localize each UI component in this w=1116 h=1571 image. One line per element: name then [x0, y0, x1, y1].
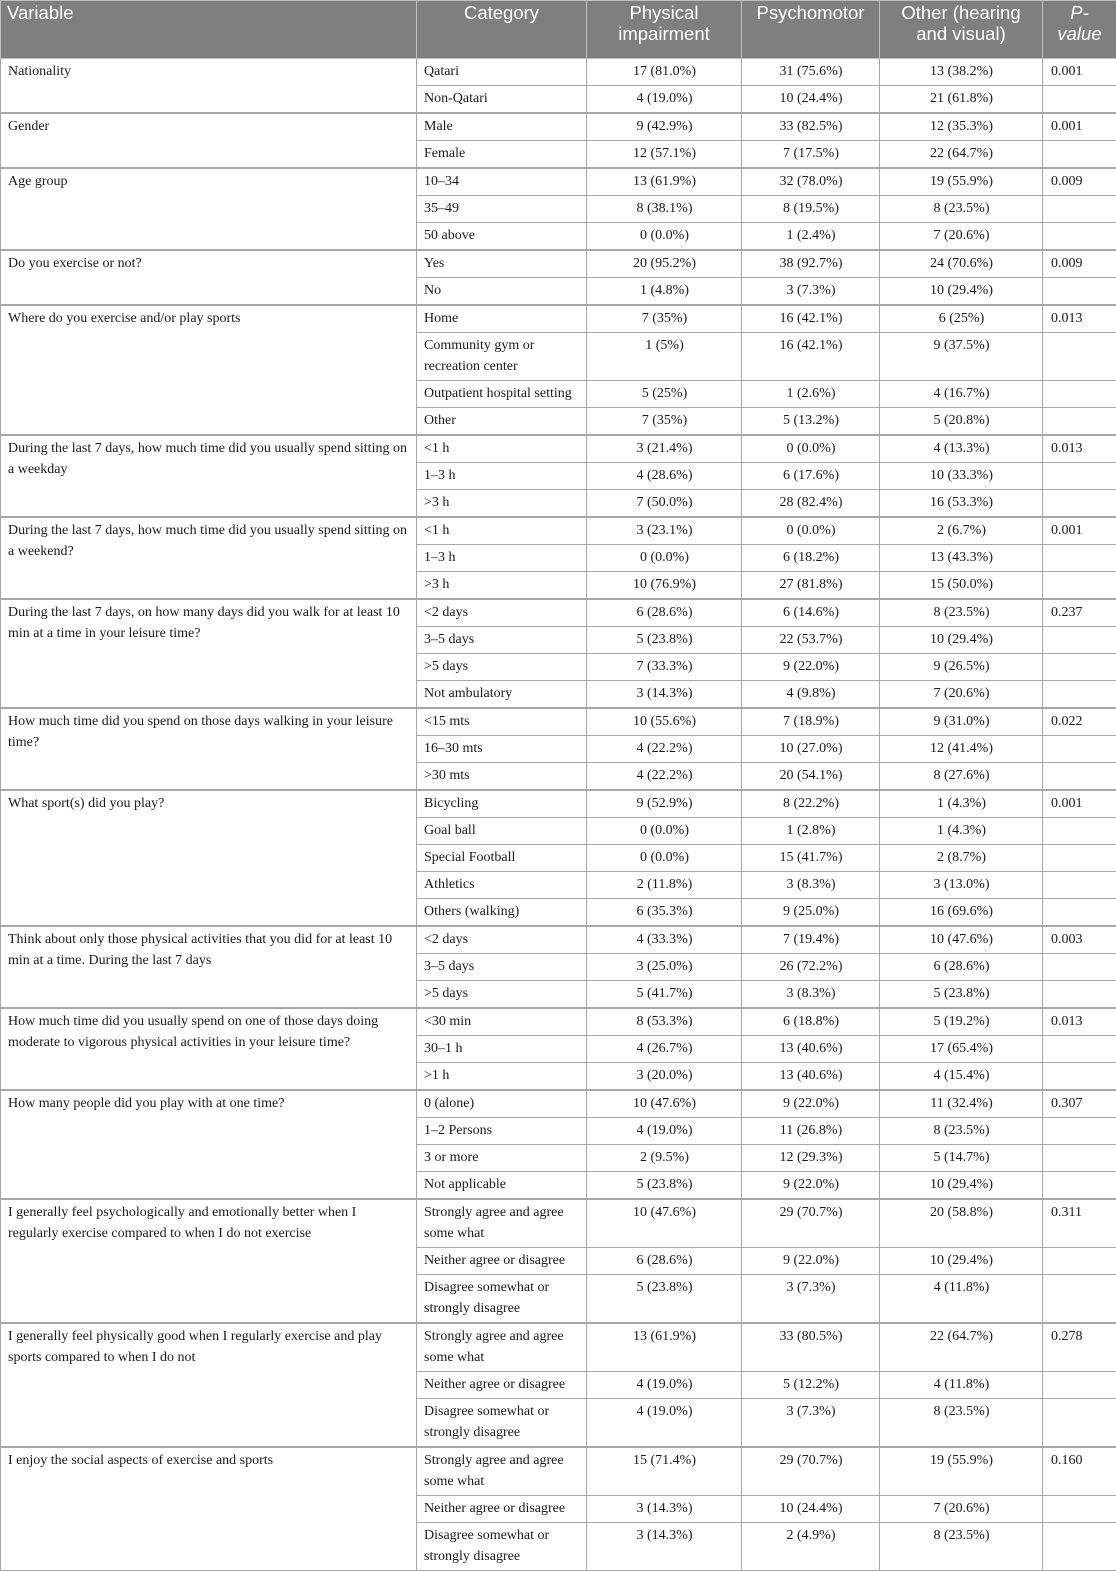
psychomotor-cell: 33 (82.5%) — [742, 113, 880, 141]
psychomotor-cell: 10 (24.4%) — [742, 1496, 880, 1523]
p-value-cell — [1043, 1399, 1116, 1448]
psychomotor-cell: 6 (14.6%) — [742, 599, 880, 627]
other-cell: 2 (6.7%) — [880, 517, 1043, 545]
other-cell: 4 (11.8%) — [880, 1275, 1043, 1324]
psychomotor-cell: 1 (2.4%) — [742, 223, 880, 251]
p-value-cell: 0.009 — [1043, 168, 1116, 196]
other-cell: 12 (35.3%) — [880, 113, 1043, 141]
category-cell: Strongly agree and agree some what — [417, 1323, 587, 1372]
p-value-cell — [1043, 1523, 1116, 1571]
physical-impairment-cell: 10 (47.6%) — [587, 1090, 742, 1118]
other-cell: 19 (55.9%) — [880, 1447, 1043, 1496]
variable-cell: During the last 7 days, how much time did you usually spend sitting on a weekday — [1, 435, 417, 517]
physical-impairment-cell: 10 (47.6%) — [587, 1199, 742, 1248]
other-cell: 4 (13.3%) — [880, 435, 1043, 463]
category-cell: Qatari — [417, 59, 587, 86]
category-cell: >1 h — [417, 1063, 587, 1091]
p-value-cell — [1043, 845, 1116, 872]
psychomotor-cell: 3 (7.3%) — [742, 1275, 880, 1324]
p-value-cell — [1043, 899, 1116, 927]
p-value-cell — [1043, 463, 1116, 490]
psychomotor-cell: 12 (29.3%) — [742, 1145, 880, 1172]
physical-impairment-cell: 0 (0.0%) — [587, 818, 742, 845]
other-cell: 10 (29.4%) — [880, 278, 1043, 306]
variable-cell: Think about only those physical activities that you did for at least 10 min at a time. During the last 7 days — [1, 926, 417, 1008]
psychomotor-cell: 6 (18.8%) — [742, 1008, 880, 1036]
table-row — [1, 926, 1116, 954]
p-value-cell — [1043, 196, 1116, 223]
other-cell: 10 (29.4%) — [880, 1172, 1043, 1200]
psychomotor-cell: 27 (81.8%) — [742, 572, 880, 600]
variable-cell: Where do you exercise and/or play sports — [1, 305, 417, 435]
physical-impairment-cell: 6 (35.3%) — [587, 899, 742, 927]
psychomotor-cell: 9 (22.0%) — [742, 1172, 880, 1200]
physical-impairment-cell: 4 (26.7%) — [587, 1036, 742, 1063]
physical-impairment-cell: 3 (20.0%) — [587, 1063, 742, 1091]
variable-cell: How many people did you play with at one time? — [1, 1090, 417, 1199]
category-cell: 50 above — [417, 223, 587, 251]
physical-impairment-cell: 6 (28.6%) — [587, 599, 742, 627]
psychomotor-cell: 15 (41.7%) — [742, 845, 880, 872]
physical-impairment-cell: 8 (53.3%) — [587, 1008, 742, 1036]
variable-cell: How much time did you usually spend on one of those days doing moderate to vigorous physical activities in your leisure time? — [1, 1008, 417, 1090]
psychomotor-cell: 6 (17.6%) — [742, 463, 880, 490]
category-cell: Female — [417, 141, 587, 169]
p-value-cell — [1043, 381, 1116, 408]
category-cell: Community gym or recreation center — [417, 333, 587, 381]
variable-cell: During the last 7 days, how much time did you usually spend sitting on a weekend? — [1, 517, 417, 599]
psychomotor-cell: 7 (17.5%) — [742, 141, 880, 169]
p-value-cell — [1043, 1275, 1116, 1324]
psychomotor-cell: 9 (22.0%) — [742, 1248, 880, 1275]
physical-impairment-cell: 17 (81.0%) — [587, 59, 742, 86]
table-row — [1, 1090, 1116, 1118]
physical-impairment-cell: 7 (35%) — [587, 408, 742, 436]
category-cell: 1–2 Persons — [417, 1118, 587, 1145]
category-cell: >3 h — [417, 490, 587, 518]
other-cell: 19 (55.9%) — [880, 168, 1043, 196]
physical-impairment-cell: 4 (33.3%) — [587, 926, 742, 954]
other-cell: 10 (47.6%) — [880, 926, 1043, 954]
physical-impairment-cell: 4 (19.0%) — [587, 1118, 742, 1145]
other-cell: 5 (23.8%) — [880, 981, 1043, 1009]
other-cell: 20 (58.8%) — [880, 1199, 1043, 1248]
p-value-cell — [1043, 223, 1116, 251]
physical-impairment-cell: 1 (4.8%) — [587, 278, 742, 306]
physical-impairment-cell: 7 (33.3%) — [587, 654, 742, 681]
psychomotor-cell: 3 (7.3%) — [742, 1399, 880, 1448]
other-cell: 22 (64.7%) — [880, 1323, 1043, 1372]
other-cell: 4 (16.7%) — [880, 381, 1043, 408]
psychomotor-cell: 10 (24.4%) — [742, 86, 880, 114]
p-value-cell — [1043, 627, 1116, 654]
table-row — [1, 59, 1116, 86]
variable-cell: Nationality — [1, 59, 417, 114]
p-value-cell: 0.009 — [1043, 250, 1116, 278]
other-cell: 10 (29.4%) — [880, 1248, 1043, 1275]
p-value-cell — [1043, 333, 1116, 381]
category-cell: <1 h — [417, 517, 587, 545]
header-p-value: P-value — [1043, 1, 1116, 59]
p-value-cell: 0.001 — [1043, 113, 1116, 141]
other-cell: 13 (38.2%) — [880, 59, 1043, 86]
other-cell: 8 (27.6%) — [880, 763, 1043, 791]
psychomotor-cell: 16 (42.1%) — [742, 305, 880, 333]
other-cell: 24 (70.6%) — [880, 250, 1043, 278]
table-row — [1, 708, 1116, 736]
table-row — [1, 305, 1116, 333]
other-cell: 7 (20.6%) — [880, 1496, 1043, 1523]
table-row — [1, 517, 1116, 545]
psychomotor-cell: 9 (22.0%) — [742, 1090, 880, 1118]
physical-impairment-cell: 7 (50.0%) — [587, 490, 742, 518]
category-cell: >3 h — [417, 572, 587, 600]
p-value-cell: 0.003 — [1043, 926, 1116, 954]
p-value-cell — [1043, 818, 1116, 845]
p-value-cell — [1043, 141, 1116, 169]
category-cell: Special Football — [417, 845, 587, 872]
psychomotor-cell: 8 (22.2%) — [742, 790, 880, 818]
category-cell: 1–3 h — [417, 463, 587, 490]
category-cell: Disagree somewhat or strongly disagree — [417, 1523, 587, 1571]
category-cell: 3 or more — [417, 1145, 587, 1172]
physical-impairment-cell: 2 (9.5%) — [587, 1145, 742, 1172]
psychomotor-cell: 10 (27.0%) — [742, 736, 880, 763]
p-value-cell — [1043, 763, 1116, 791]
physical-impairment-cell: 5 (25%) — [587, 381, 742, 408]
p-value-cell — [1043, 1372, 1116, 1399]
table-row — [1, 1008, 1116, 1036]
category-cell: >30 mts — [417, 763, 587, 791]
table-row — [1, 113, 1116, 141]
other-cell: 9 (26.5%) — [880, 654, 1043, 681]
psychomotor-cell: 0 (0.0%) — [742, 435, 880, 463]
psychomotor-cell: 4 (9.8%) — [742, 681, 880, 709]
physical-impairment-cell: 5 (23.8%) — [587, 627, 742, 654]
p-value-cell — [1043, 654, 1116, 681]
category-cell: 3–5 days — [417, 954, 587, 981]
p-value-cell: 0.278 — [1043, 1323, 1116, 1372]
other-cell: 21 (61.8%) — [880, 86, 1043, 114]
p-value-cell: 0.237 — [1043, 599, 1116, 627]
variable-cell: I generally feel physically good when I regularly exercise and play sports compared to when I do not — [1, 1323, 417, 1447]
psychomotor-cell: 3 (8.3%) — [742, 981, 880, 1009]
header-other: Other (hearing and visual) — [880, 1, 1043, 59]
p-value-cell — [1043, 736, 1116, 763]
p-value-cell — [1043, 1118, 1116, 1145]
p-value-cell — [1043, 954, 1116, 981]
physical-impairment-cell: 4 (22.2%) — [587, 736, 742, 763]
category-cell: Home — [417, 305, 587, 333]
table-row — [1, 250, 1116, 278]
category-cell: No — [417, 278, 587, 306]
header-category: Category — [417, 1, 587, 59]
p-value-cell — [1043, 681, 1116, 709]
category-cell: 1–3 h — [417, 545, 587, 572]
physical-impairment-cell: 5 (41.7%) — [587, 981, 742, 1009]
p-value-cell — [1043, 1172, 1116, 1200]
psychomotor-cell: 22 (53.7%) — [742, 627, 880, 654]
category-cell: Outpatient hospital setting — [417, 381, 587, 408]
physical-impairment-cell: 20 (95.2%) — [587, 250, 742, 278]
physical-impairment-cell: 5 (23.8%) — [587, 1275, 742, 1324]
physical-impairment-cell: 9 (52.9%) — [587, 790, 742, 818]
category-cell: Disagree somewhat or strongly disagree — [417, 1399, 587, 1448]
p-value-cell — [1043, 545, 1116, 572]
psychomotor-cell: 13 (40.6%) — [742, 1036, 880, 1063]
other-cell: 15 (50.0%) — [880, 572, 1043, 600]
category-cell: Athletics — [417, 872, 587, 899]
psychomotor-cell: 2 (4.9%) — [742, 1523, 880, 1571]
physical-impairment-cell: 3 (14.3%) — [587, 1496, 742, 1523]
physical-impairment-cell: 3 (14.3%) — [587, 681, 742, 709]
category-cell: Strongly agree and agree some what — [417, 1447, 587, 1496]
other-cell: 22 (64.7%) — [880, 141, 1043, 169]
table-row — [1, 1323, 1116, 1372]
category-cell: Not applicable — [417, 1172, 587, 1200]
psychomotor-cell: 9 (22.0%) — [742, 654, 880, 681]
other-cell: 8 (23.5%) — [880, 1399, 1043, 1448]
other-cell: 8 (23.5%) — [880, 599, 1043, 627]
other-cell: 2 (8.7%) — [880, 845, 1043, 872]
p-value-cell — [1043, 981, 1116, 1009]
header-variable: Variable — [1, 1, 417, 59]
category-cell: <2 days — [417, 926, 587, 954]
other-cell: 11 (32.4%) — [880, 1090, 1043, 1118]
p-value-cell: 0.311 — [1043, 1199, 1116, 1248]
table-row — [1, 1447, 1116, 1496]
category-cell: 3–5 days — [417, 627, 587, 654]
psychomotor-cell: 8 (19.5%) — [742, 196, 880, 223]
psychomotor-cell: 32 (78.0%) — [742, 168, 880, 196]
p-value-cell: 0.001 — [1043, 59, 1116, 86]
psychomotor-cell: 7 (19.4%) — [742, 926, 880, 954]
physical-impairment-cell: 3 (14.3%) — [587, 1523, 742, 1571]
psychomotor-cell: 3 (7.3%) — [742, 278, 880, 306]
category-cell: Others (walking) — [417, 899, 587, 927]
physical-impairment-cell: 5 (23.8%) — [587, 1172, 742, 1200]
p-value-cell: 0.160 — [1043, 1447, 1116, 1496]
physical-impairment-cell: 6 (28.6%) — [587, 1248, 742, 1275]
physical-impairment-cell: 8 (38.1%) — [587, 196, 742, 223]
psychomotor-cell: 6 (18.2%) — [742, 545, 880, 572]
p-value-cell — [1043, 1063, 1116, 1091]
psychomotor-cell: 1 (2.8%) — [742, 818, 880, 845]
other-cell: 10 (29.4%) — [880, 627, 1043, 654]
other-cell: 3 (13.0%) — [880, 872, 1043, 899]
other-cell: 12 (41.4%) — [880, 736, 1043, 763]
variable-cell: I generally feel psychologically and emotionally better when I regularly exercise compared to when I do not exercise — [1, 1199, 417, 1323]
table-header — [1, 1, 1116, 59]
physical-impairment-cell: 3 (25.0%) — [587, 954, 742, 981]
physical-impairment-cell: 10 (76.9%) — [587, 572, 742, 600]
other-cell: 1 (4.3%) — [880, 790, 1043, 818]
physical-impairment-cell: 0 (0.0%) — [587, 545, 742, 572]
other-cell: 7 (20.6%) — [880, 223, 1043, 251]
category-cell: Neither agree or disagree — [417, 1372, 587, 1399]
physical-impairment-cell: 4 (19.0%) — [587, 1372, 742, 1399]
category-cell: Non-Qatari — [417, 86, 587, 114]
physical-impairment-cell: 13 (61.9%) — [587, 1323, 742, 1372]
psychomotor-cell: 20 (54.1%) — [742, 763, 880, 791]
physical-impairment-cell: 0 (0.0%) — [587, 223, 742, 251]
psychomotor-cell: 1 (2.6%) — [742, 381, 880, 408]
other-cell: 13 (43.3%) — [880, 545, 1043, 572]
category-cell: Yes — [417, 250, 587, 278]
category-cell: 16–30 mts — [417, 736, 587, 763]
p-value-cell — [1043, 86, 1116, 114]
category-cell: Male — [417, 113, 587, 141]
category-cell: <2 days — [417, 599, 587, 627]
physical-impairment-cell: 3 (21.4%) — [587, 435, 742, 463]
p-value-cell — [1043, 408, 1116, 436]
category-cell: Neither agree or disagree — [417, 1248, 587, 1275]
table-row — [1, 599, 1116, 627]
category-cell: >5 days — [417, 981, 587, 1009]
other-cell: 6 (25%) — [880, 305, 1043, 333]
other-cell: 16 (53.3%) — [880, 490, 1043, 518]
other-cell: 4 (15.4%) — [880, 1063, 1043, 1091]
other-cell: 17 (65.4%) — [880, 1036, 1043, 1063]
other-cell: 8 (23.5%) — [880, 196, 1043, 223]
physical-impairment-cell: 7 (35%) — [587, 305, 742, 333]
psychomotor-cell: 38 (92.7%) — [742, 250, 880, 278]
physical-impairment-cell: 2 (11.8%) — [587, 872, 742, 899]
other-cell: 4 (11.8%) — [880, 1372, 1043, 1399]
p-value-cell: 0.013 — [1043, 305, 1116, 333]
category-cell: >5 days — [417, 654, 587, 681]
physical-impairment-cell: 15 (71.4%) — [587, 1447, 742, 1496]
physical-impairment-cell: 12 (57.1%) — [587, 141, 742, 169]
psychomotor-cell: 29 (70.7%) — [742, 1447, 880, 1496]
category-cell: Bicycling — [417, 790, 587, 818]
physical-impairment-cell: 1 (5%) — [587, 333, 742, 381]
category-cell: <30 min — [417, 1008, 587, 1036]
other-cell: 5 (14.7%) — [880, 1145, 1043, 1172]
category-cell: Goal ball — [417, 818, 587, 845]
psychomotor-cell: 29 (70.7%) — [742, 1199, 880, 1248]
table-row — [1, 790, 1116, 818]
p-value-cell — [1043, 1036, 1116, 1063]
category-cell: <1 h — [417, 435, 587, 463]
other-cell: 16 (69.6%) — [880, 899, 1043, 927]
p-value-cell — [1043, 872, 1116, 899]
variable-cell: How much time did you spend on those days walking in your leisure time? — [1, 708, 417, 790]
psychomotor-cell: 28 (82.4%) — [742, 490, 880, 518]
physical-impairment-cell: 4 (28.6%) — [587, 463, 742, 490]
psychomotor-cell: 31 (75.6%) — [742, 59, 880, 86]
category-cell: Other — [417, 408, 587, 436]
category-cell: 35–49 — [417, 196, 587, 223]
category-cell: Neither agree or disagree — [417, 1496, 587, 1523]
p-value-cell — [1043, 278, 1116, 306]
physical-impairment-cell: 4 (19.0%) — [587, 86, 742, 114]
variable-cell: Age group — [1, 168, 417, 250]
variable-cell: What sport(s) did you play? — [1, 790, 417, 926]
psychomotor-cell: 5 (12.2%) — [742, 1372, 880, 1399]
psychomotor-cell: 11 (26.8%) — [742, 1118, 880, 1145]
p-value-cell: 0.013 — [1043, 1008, 1116, 1036]
category-cell: Disagree somewhat or strongly disagree — [417, 1275, 587, 1324]
category-cell: <15 mts — [417, 708, 587, 736]
variable-cell: During the last 7 days, on how many days did you walk for at least 10 min at a time in your leisure time? — [1, 599, 417, 708]
category-cell: Strongly agree and agree some what — [417, 1199, 587, 1248]
category-cell: 0 (alone) — [417, 1090, 587, 1118]
table-row — [1, 1199, 1116, 1248]
table-row — [1, 168, 1116, 196]
psychomotor-cell: 9 (25.0%) — [742, 899, 880, 927]
physical-impairment-cell: 9 (42.9%) — [587, 113, 742, 141]
header-row — [1, 1, 1116, 59]
psychomotor-cell: 3 (8.3%) — [742, 872, 880, 899]
other-cell: 7 (20.6%) — [880, 681, 1043, 709]
p-value-cell: 0.001 — [1043, 517, 1116, 545]
p-value-cell — [1043, 572, 1116, 600]
p-value-cell — [1043, 1145, 1116, 1172]
p-value-cell: 0.307 — [1043, 1090, 1116, 1118]
physical-impairment-cell: 0 (0.0%) — [587, 845, 742, 872]
other-cell: 9 (37.5%) — [880, 333, 1043, 381]
variable-cell: I enjoy the social aspects of exercise and sports — [1, 1447, 417, 1571]
header-physical-impairment: Physical impairment — [587, 1, 742, 59]
category-cell: 30–1 h — [417, 1036, 587, 1063]
psychomotor-cell: 0 (0.0%) — [742, 517, 880, 545]
psychomotor-cell: 26 (72.2%) — [742, 954, 880, 981]
physical-impairment-cell: 3 (23.1%) — [587, 517, 742, 545]
psychomotor-cell: 33 (80.5%) — [742, 1323, 880, 1372]
other-cell: 8 (23.5%) — [880, 1118, 1043, 1145]
other-cell: 8 (23.5%) — [880, 1523, 1043, 1571]
category-cell: Not ambulatory — [417, 681, 587, 709]
variable-cell: Do you exercise or not? — [1, 250, 417, 305]
physical-impairment-cell: 13 (61.9%) — [587, 168, 742, 196]
other-cell: 10 (33.3%) — [880, 463, 1043, 490]
psychomotor-cell: 5 (13.2%) — [742, 408, 880, 436]
p-value-cell — [1043, 1248, 1116, 1275]
category-cell: 10–34 — [417, 168, 587, 196]
physical-impairment-cell: 4 (22.2%) — [587, 763, 742, 791]
other-cell: 6 (28.6%) — [880, 954, 1043, 981]
p-value-cell: 0.022 — [1043, 708, 1116, 736]
psychomotor-cell: 7 (18.9%) — [742, 708, 880, 736]
other-cell: 9 (31.0%) — [880, 708, 1043, 736]
table-body — [1, 59, 1116, 1571]
other-cell: 5 (19.2%) — [880, 1008, 1043, 1036]
physical-impairment-cell: 4 (19.0%) — [587, 1399, 742, 1448]
p-value-cell — [1043, 1496, 1116, 1523]
p-value-cell — [1043, 490, 1116, 518]
psychomotor-cell: 16 (42.1%) — [742, 333, 880, 381]
other-cell: 1 (4.3%) — [880, 818, 1043, 845]
physical-impairment-cell: 10 (55.6%) — [587, 708, 742, 736]
p-value-cell: 0.013 — [1043, 435, 1116, 463]
table-row — [1, 435, 1116, 463]
p-value-cell: 0.001 — [1043, 790, 1116, 818]
header-psychomotor: Psychomotor — [742, 1, 880, 59]
psychomotor-cell: 13 (40.6%) — [742, 1063, 880, 1091]
variable-cell: Gender — [1, 113, 417, 168]
other-cell: 5 (20.8%) — [880, 408, 1043, 436]
